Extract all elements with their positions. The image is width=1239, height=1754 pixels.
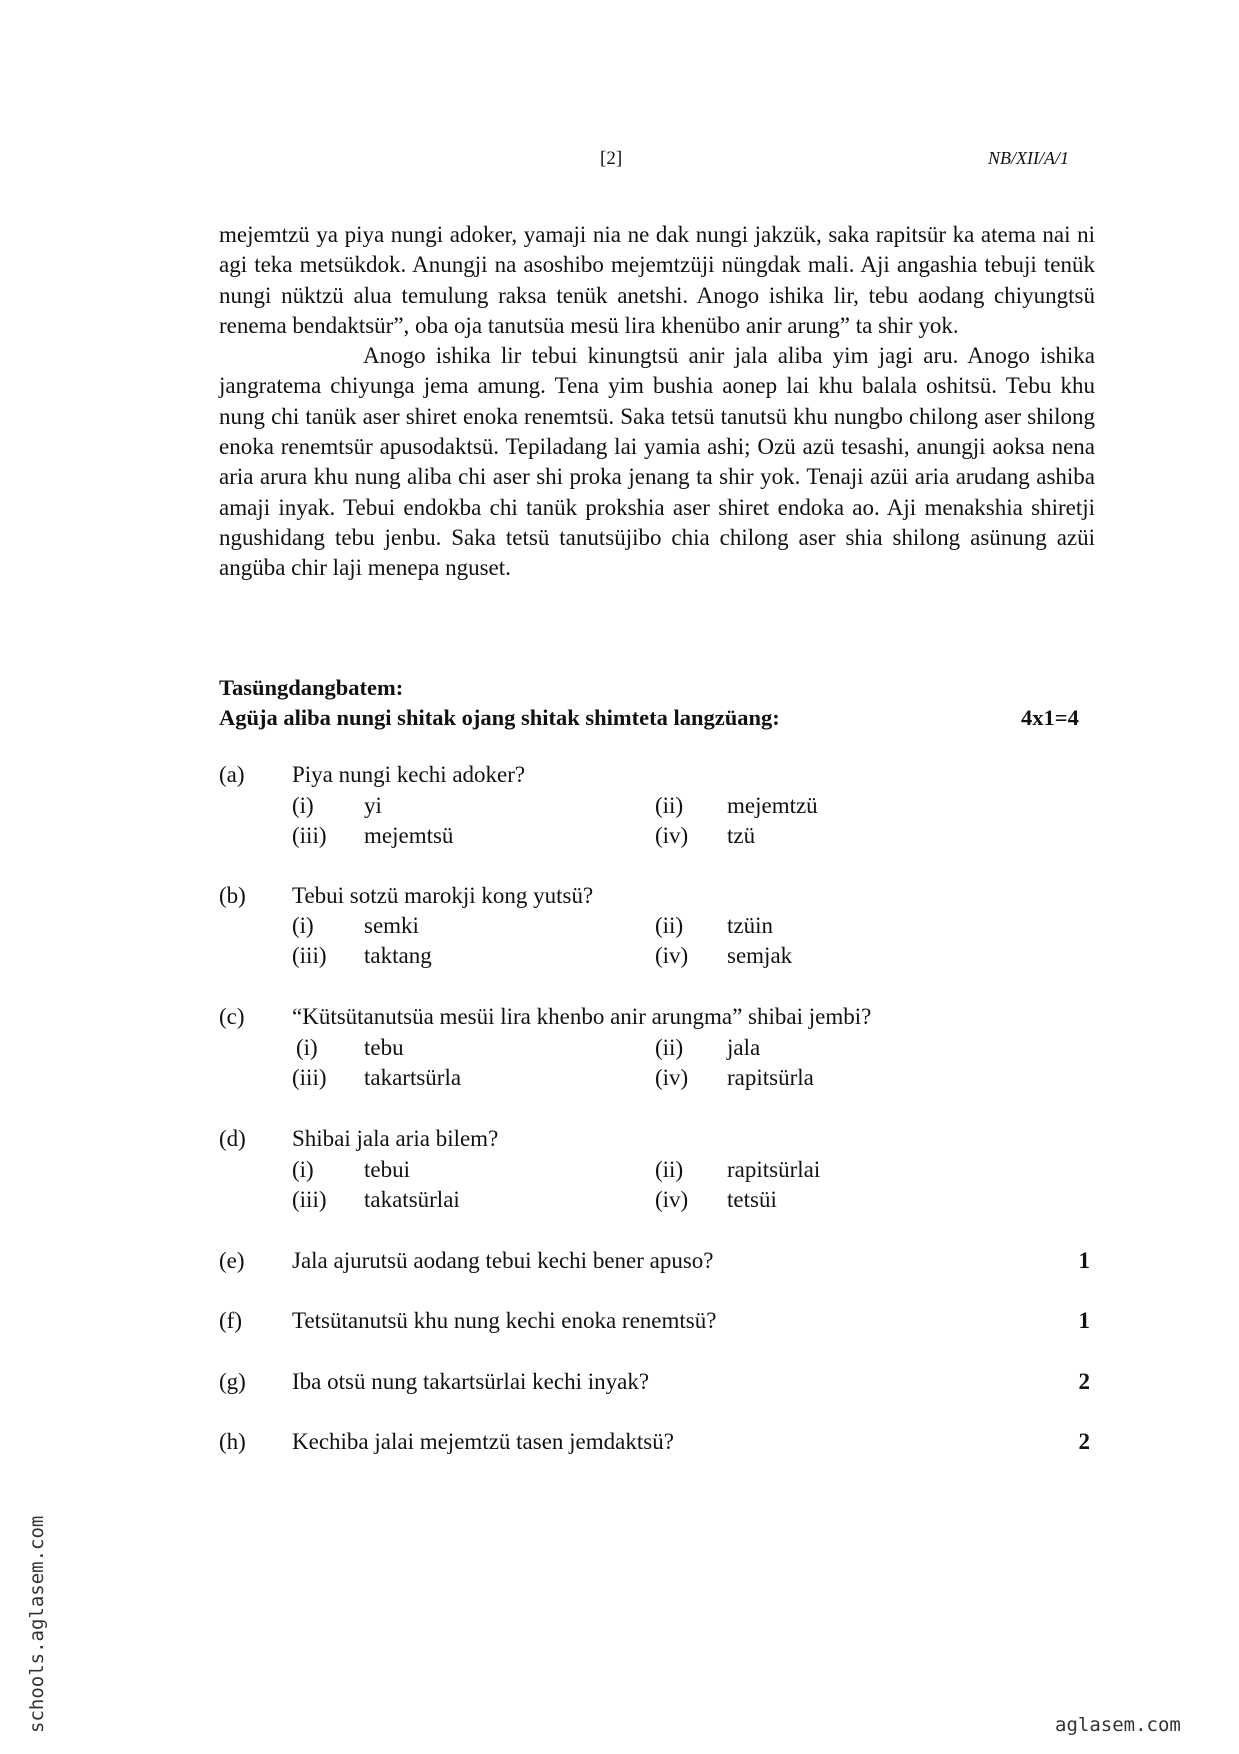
paper-code: NB/XII/A/1 [988, 148, 1069, 168]
side-watermark: schools.aglasem.com [26, 1515, 48, 1733]
option-number: (i) [296, 1035, 318, 1060]
option-number: (ii) [655, 793, 684, 818]
question-marks: 1 [1078, 1308, 1090, 1333]
option-number: (iii) [292, 1187, 327, 1212]
question-text: Tetsütanutsü khu nung kechi enoka renemtsü? [292, 1308, 717, 1333]
option-number: (ii) [655, 1157, 684, 1182]
question-label: (a) [219, 762, 245, 787]
section-instruction: Agüja aliba nungi shitak ojang shitak shimteta langzüang: [219, 705, 780, 730]
option-number: (iv) [655, 943, 689, 968]
option-number: (iii) [292, 1065, 327, 1090]
option-text: rapitsürlai [727, 1157, 821, 1182]
question-text: Tebui sotzü marokji kong yutsü? [292, 883, 594, 908]
passage-paragraph: Anogo ishika lir tebui kinungtsü anir jala aliba yim jagi aru. Anogo ishika jangratema chiyunga jema amung. Tena yim bushia aonep lai khu balala oshitsü. Tebu khu nung chi tanük aser shiret enoka renemtsü. Saka tetsü tanutsü khu nungbo chilong aser shilong enoka renemtsür apusodaktsü. Tepiladang lai yamia ashi; Ozü azü tesashi, anungji aoksa nena aria arura khu nung aliba chi aser shi proka jenang ta shir yok. Tenaji azüi aria arudang ashiba amaji inyak. Tebui endokba chi tanük prokshia aser shiret endoka ao. Aji menakshia shiretji ngushidang tebu jenbu. Saka tetsü tanutsüjibo chia chilong aser shia shilong asünung azüi angüba chir laji menepa nguset. [219, 343, 1095, 581]
question-text: Kechiba jalai mejemtzü tasen jemdaktsü? [292, 1429, 674, 1454]
option-number: (i) [292, 1157, 314, 1182]
question-label: (c) [219, 1004, 245, 1029]
option-number: (i) [292, 793, 314, 818]
option-text: tetsüi [727, 1187, 777, 1212]
question-b [219, 883, 1095, 913]
option-text: tzü [727, 823, 756, 848]
question-e [219, 1248, 1095, 1278]
option-text: tzüin [727, 913, 773, 938]
section-marks: 4x1=4 [1021, 705, 1079, 730]
question-h [219, 1429, 1095, 1459]
option-text: mejemtzü [727, 793, 818, 818]
option-text: takatsürlai [364, 1187, 460, 1212]
question-marks: 2 [1078, 1369, 1090, 1394]
question-c [219, 1004, 1095, 1034]
option-number: (iv) [655, 1187, 689, 1212]
question-label: (b) [219, 883, 246, 908]
option-number: (iv) [655, 823, 689, 848]
page-number: [2] [600, 148, 623, 169]
section-title: Tasüngdangbatem: [219, 675, 404, 700]
question-label: (g) [219, 1369, 246, 1394]
option-text: semjak [727, 943, 793, 968]
question-d [219, 1126, 1095, 1156]
option-text: yi [364, 793, 382, 818]
option-text: rapitsürla [727, 1065, 814, 1090]
option-number: (iii) [292, 823, 327, 848]
question-text: Iba otsü nung takartsürlai kechi inyak? [292, 1369, 650, 1394]
option-text: mejemtsü [364, 823, 454, 848]
question-label: (e) [219, 1248, 245, 1273]
question-text: “Kütsütanutsüa mesüi lira khenbo anir arungma” shibai jembi? [292, 1004, 872, 1029]
passage-paragraph: mejemtzü ya piya nungi adoker, yamaji nia ne dak nungi jakzük, saka rapitsür ka atema nai ni agi teka metsükdok. Anungji na asoshibo mejemtzüji nüngdak mali. Aji angashia tebuji tenük nungi nüktzü alua temulung raksa tenük anetshi. Anogo ishika lir, tebu aodang chiyungtsü renema bendaktsür”, oba oja tanutsüa mesü lira khenübo anir arung” ta shir yok. [219, 222, 1095, 338]
question-marks: 2 [1078, 1429, 1090, 1454]
footer-watermark: aglasem.com [1055, 1714, 1181, 1736]
question-label: (h) [219, 1429, 246, 1454]
question-label: (d) [219, 1126, 246, 1151]
question-marks: 1 [1078, 1248, 1090, 1273]
question-a [219, 762, 1095, 792]
question-label: (f) [219, 1308, 242, 1333]
option-text: semki [364, 913, 419, 938]
option-number: (ii) [655, 1035, 684, 1060]
option-number: (iii) [292, 943, 327, 968]
option-text: tebu [364, 1035, 404, 1060]
question-text: Piya nungi kechi adoker? [292, 762, 526, 787]
option-number: (iv) [655, 1065, 689, 1090]
option-number: (i) [292, 913, 314, 938]
option-text: jala [727, 1035, 761, 1060]
option-text: tebui [364, 1157, 410, 1182]
question-text: Shibai jala aria bilem? [292, 1126, 499, 1151]
question-text: Jala ajurutsü aodang tebui kechi bener apuso? [292, 1248, 714, 1273]
option-text: taktang [364, 943, 432, 968]
option-text: takartsürla [364, 1065, 462, 1090]
reading-passage [219, 220, 1095, 584]
question-g [219, 1369, 1095, 1399]
option-number: (ii) [655, 913, 684, 938]
question-f [219, 1308, 1095, 1338]
